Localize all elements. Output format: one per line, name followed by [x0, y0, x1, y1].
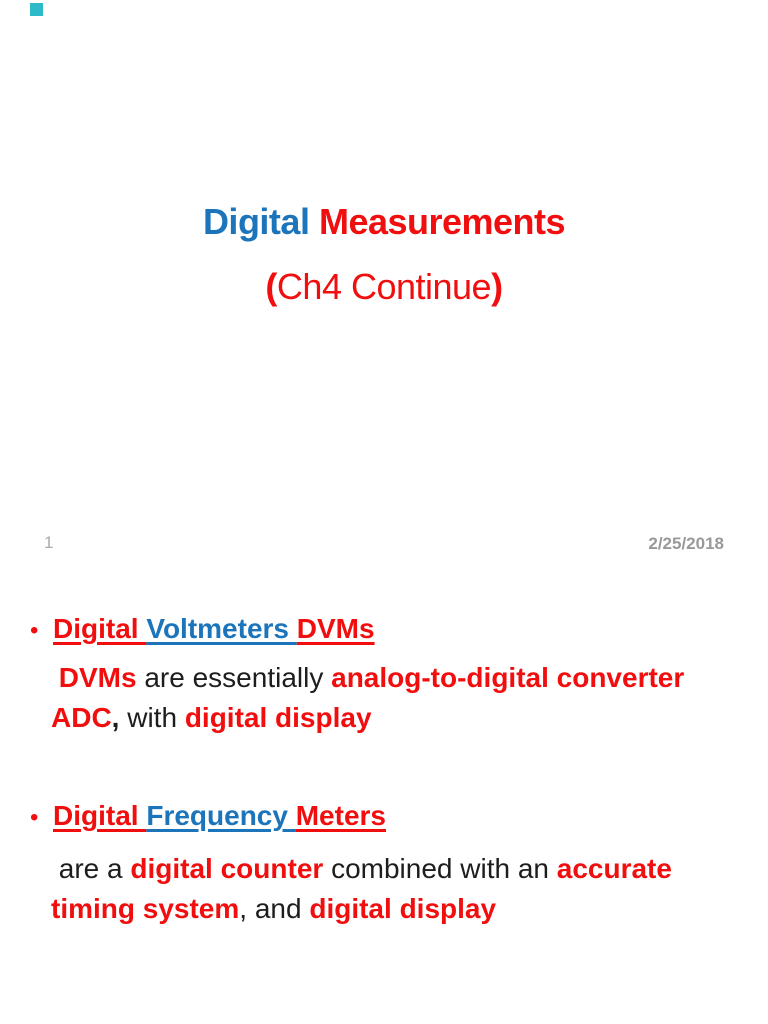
bullet-item-digital-frequency-meters	[30, 796, 386, 838]
paragraph-frequency-meters-description: are a digital counter combined with an accurate timing system, and digital display	[51, 853, 672, 924]
bullet-item-digital-voltmeters	[30, 609, 375, 651]
bullet-icon: •	[30, 617, 39, 644]
teal-square-icon	[30, 3, 43, 16]
slide1-title-line2: (Ch4 Continue)	[265, 266, 503, 307]
paragraph-dvms-description: DVMs are essentially analog-to-digital converter ADC, with digital display	[51, 662, 685, 733]
slide1-date: 2/25/2018	[648, 534, 724, 553]
slide1-title-line1: Digital Measurements	[202, 201, 566, 242]
bullet-icon: •	[30, 804, 39, 831]
bullet-item-label: Digital Frequency Meters	[53, 800, 386, 831]
bullet-item-label: Digital Voltmeters DVMs	[53, 613, 375, 644]
slide1-page-number: 1	[44, 533, 54, 552]
